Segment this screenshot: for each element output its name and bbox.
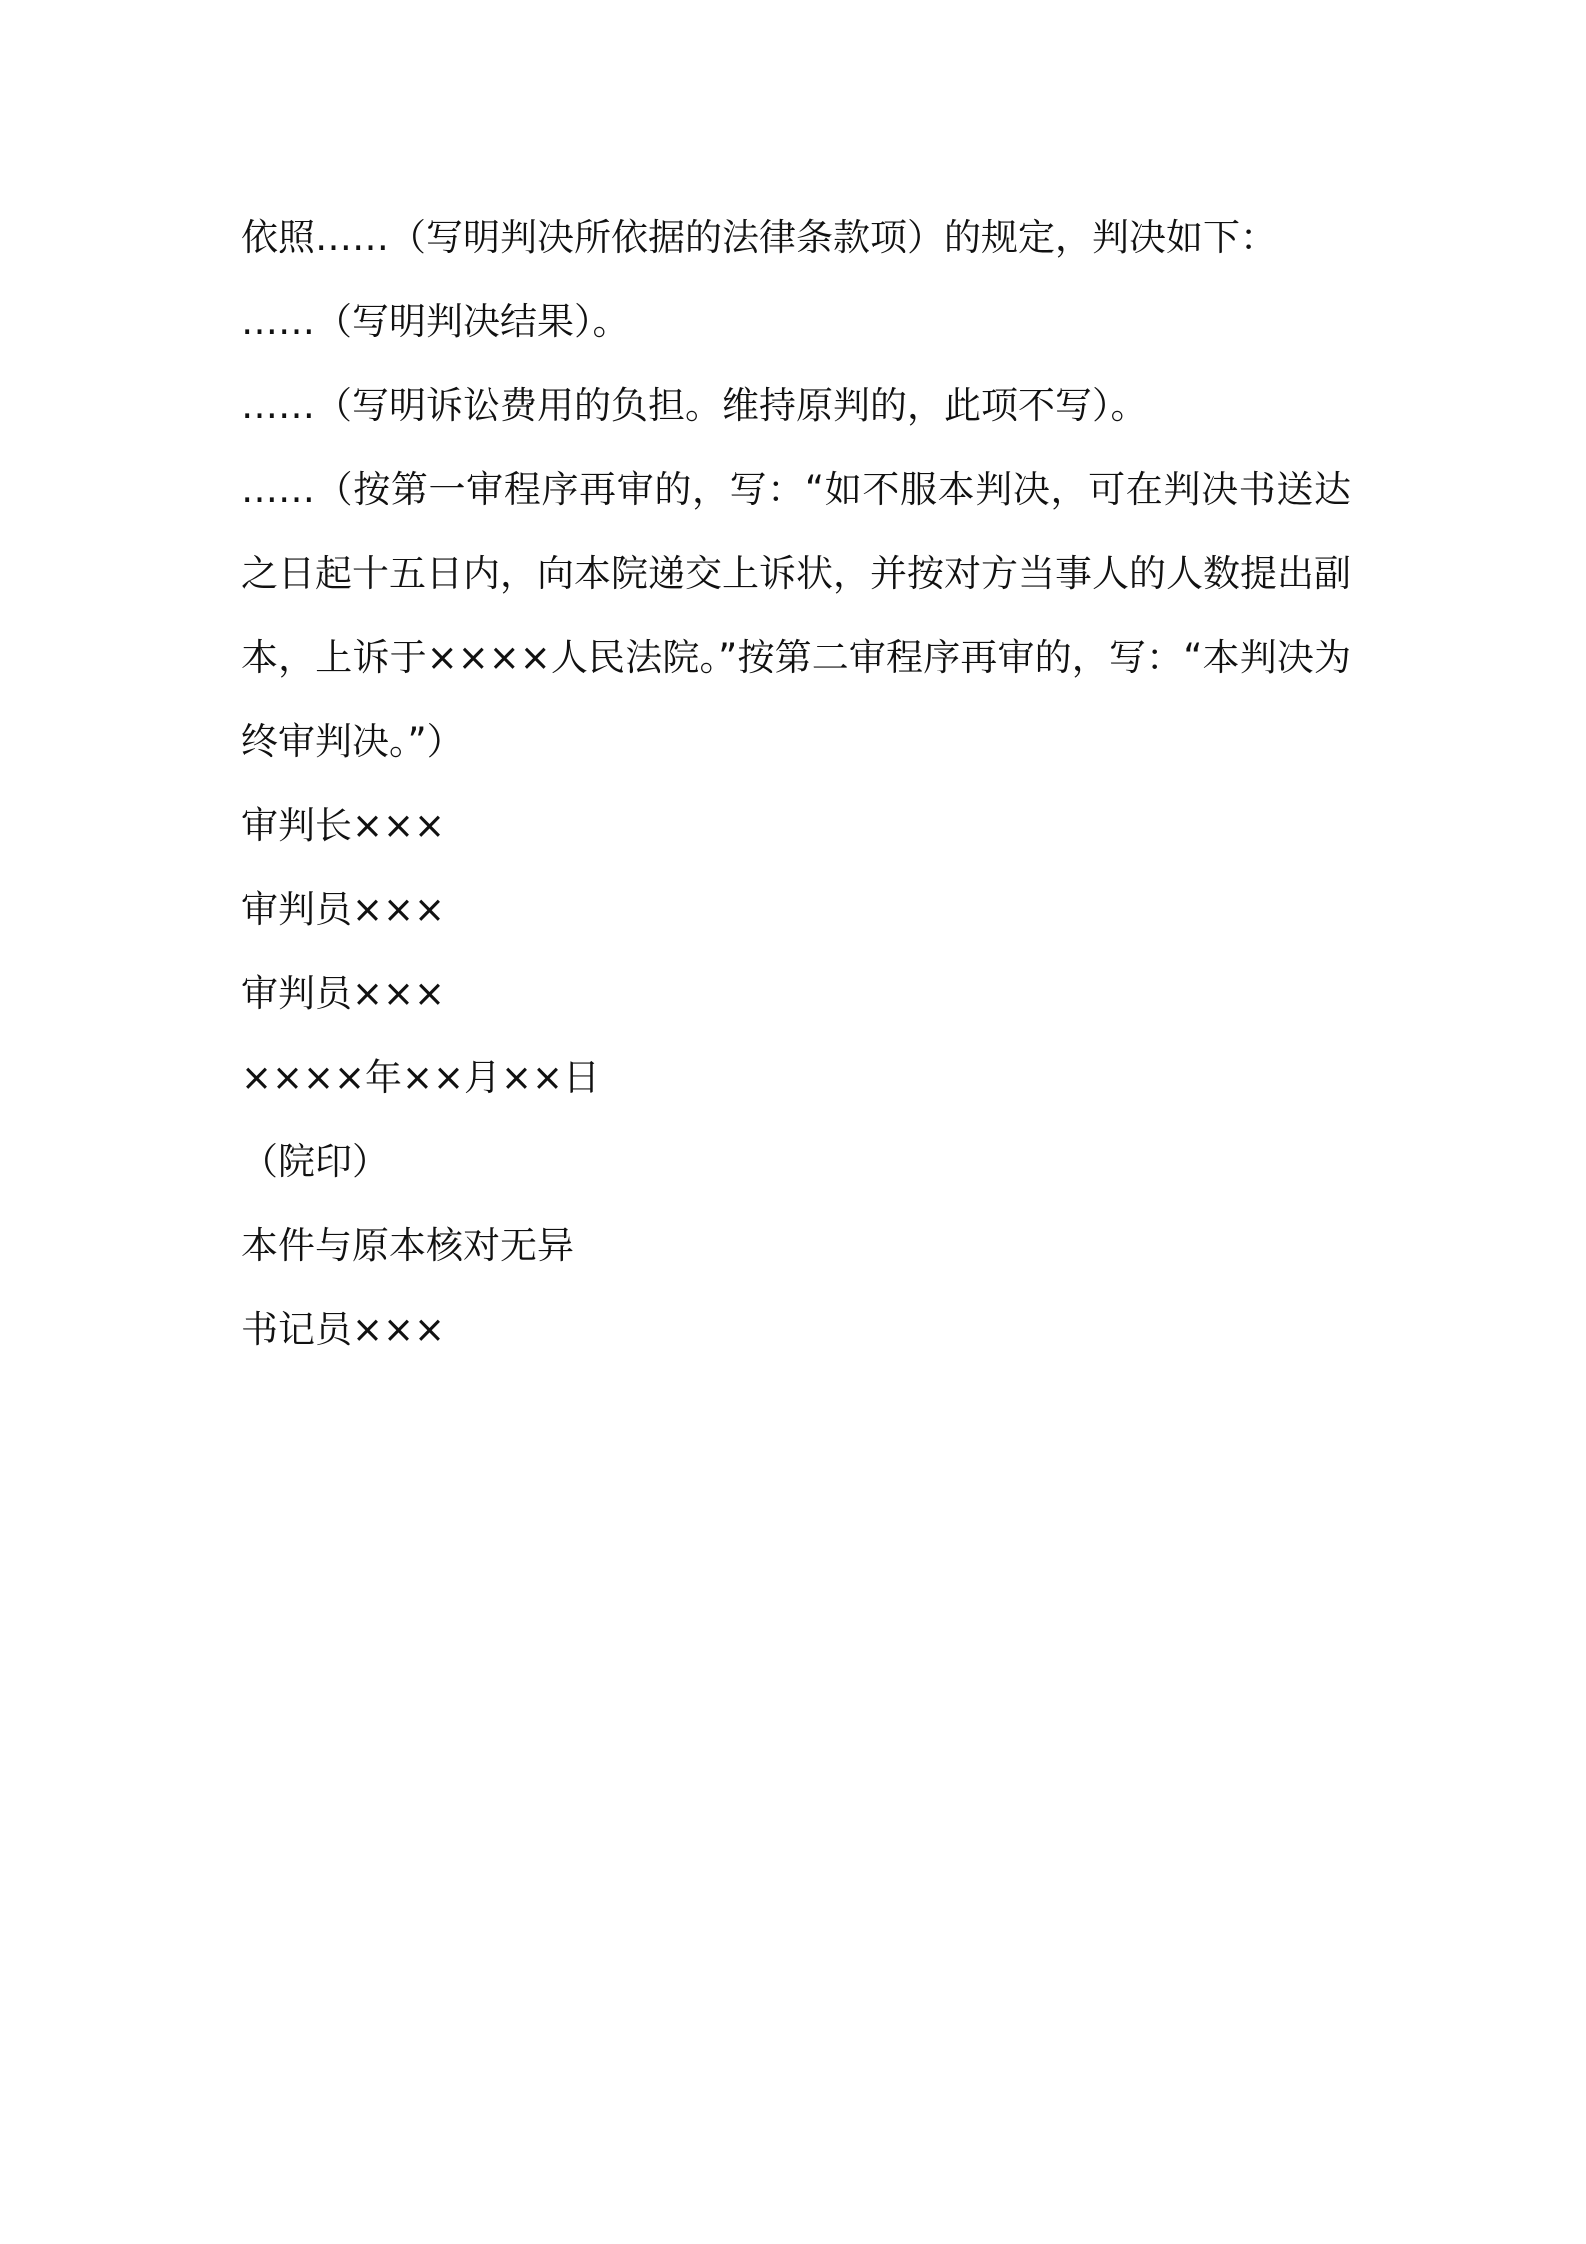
appeal-instruction-paragraph: ……（按第一审程序再审的，写：“如不服本判决，可在判决书送达之日起十五日内，向本院递交上诉状，并按对方当事人的人数提出副本，上诉于××××人民法院。”按第二审程序再审的，写：“本判决为终审判决。”） [241, 468, 1351, 763]
judge-signature-2: 审判员××× [241, 972, 446, 1015]
verification-statement: 本件与原本核对无异 [241, 1224, 574, 1267]
judgment-result-line: ……（写明判决结果）。 [241, 300, 630, 343]
judge-signature-1: 审判员××× [241, 888, 446, 931]
judgment-basis-line: 依照……（写明判决所依据的法律条款项）的规定，判决如下： [241, 216, 1277, 259]
clerk-signature: 书记员××× [241, 1308, 446, 1351]
document-body [241, 196, 1361, 1372]
litigation-cost-line: ……（写明诉讼费用的负担。维持原判的，此项不写）。 [241, 384, 1148, 427]
judgment-date: ××××年××月××日 [241, 1056, 601, 1099]
presiding-judge-signature: 审判长××× [241, 804, 446, 847]
court-seal-note: （院印） [241, 1140, 389, 1183]
